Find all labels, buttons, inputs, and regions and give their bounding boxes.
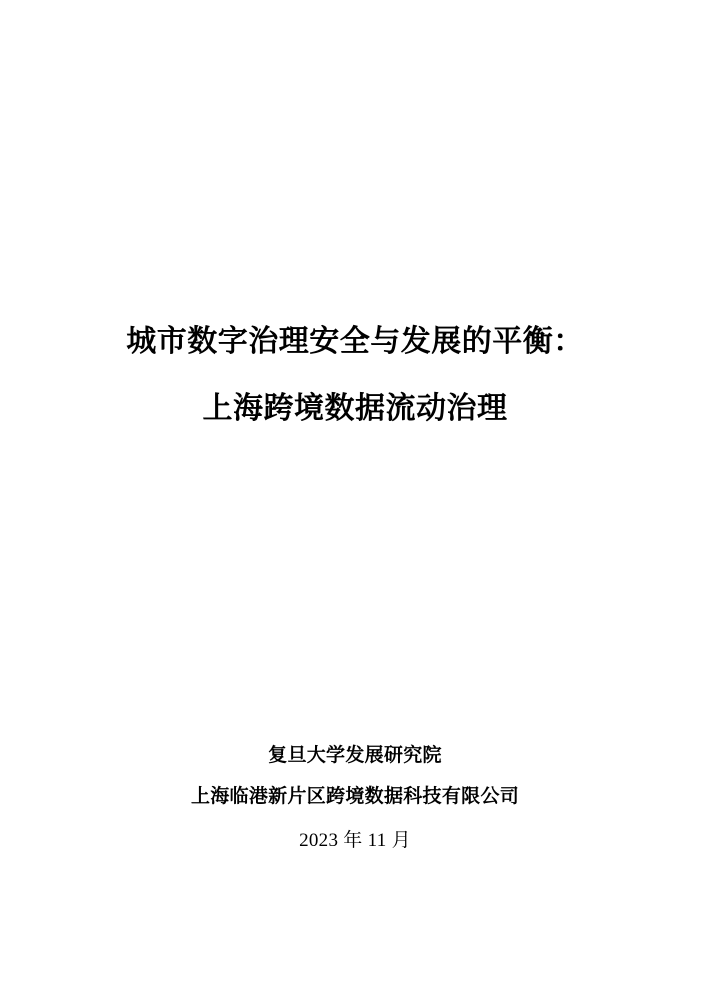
report-title-line-2: 上海跨境数据流动治理	[202, 392, 508, 425]
report-title-line-1: 城市数字治理安全与发展的平衡：	[126, 325, 584, 358]
organization-name-secondary: 上海临港新片区跨境数据科技有限公司	[190, 786, 520, 807]
publication-date: 2023 年 11 月	[299, 830, 411, 851]
organization-name-primary: 复旦大学发展研究院	[268, 745, 442, 766]
